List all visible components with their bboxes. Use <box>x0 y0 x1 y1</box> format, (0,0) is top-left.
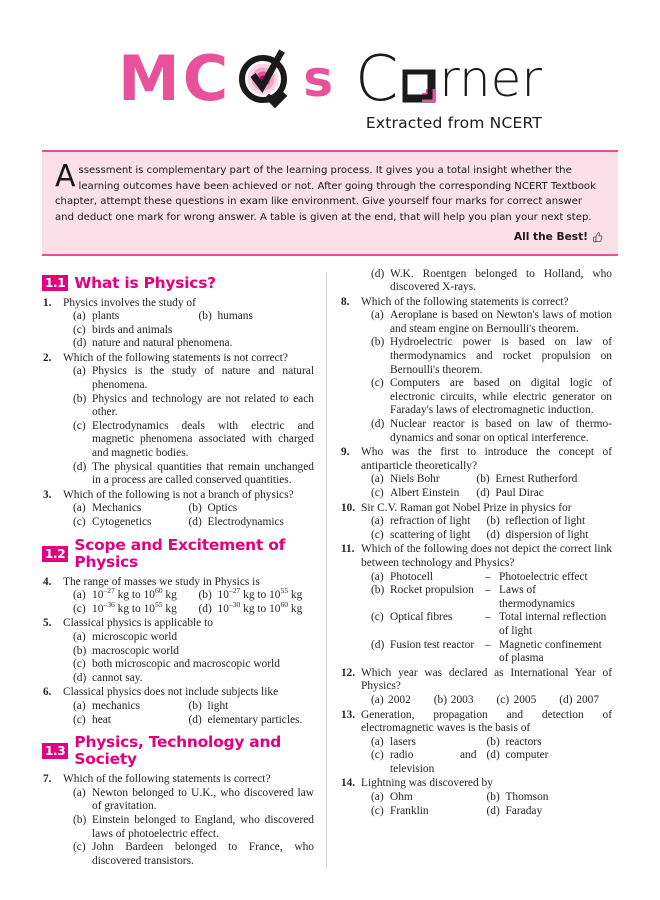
option-label: (d) <box>371 267 385 280</box>
option-d[interactable] <box>476 805 612 819</box>
option-text: W.K. Roentgen belonged to Holland, who discovered X-rays. <box>390 267 612 294</box>
option-label: (d) <box>73 671 87 684</box>
question-text: Which of the following statements is not correct? <box>63 351 288 364</box>
options-list <box>361 694 612 708</box>
option-text: Albert Einstein <box>390 487 460 499</box>
options-list <box>361 268 612 295</box>
dash-separator: – <box>485 611 491 624</box>
option-label: (b) <box>433 693 448 706</box>
option-left-text: Optical fibres <box>390 611 453 624</box>
section-heading-1-2 <box>42 537 314 571</box>
all-the-best-text: All the Best! <box>513 231 588 243</box>
option-row <box>361 791 612 805</box>
option-a[interactable] <box>361 694 424 708</box>
option-label: (d) <box>486 804 500 817</box>
question-number-spacer <box>340 268 361 295</box>
question-text: Generation, propagation and detection of electromagnetic waves is the basis of <box>361 708 612 735</box>
option-d[interactable] <box>63 461 314 488</box>
option-c[interactable] <box>361 377 612 418</box>
option-text: Computers are based on digital logic of electronic circuits, while electric generator on Faraday's laws of electromagnetic induction. <box>390 377 612 417</box>
option-row <box>361 736 612 750</box>
option-text: microscopic world <box>92 630 178 643</box>
option-row <box>361 529 612 543</box>
option-text: 2003 <box>450 693 474 706</box>
section-title: What is Physics? <box>74 273 216 292</box>
option-a[interactable] <box>63 365 314 392</box>
dash-separator: – <box>485 638 491 651</box>
option-label: (c) <box>73 323 86 336</box>
option-b[interactable] <box>178 502 314 516</box>
option-left-text: Fusion test reactor <box>390 638 475 651</box>
option-right-text: Photoelectric effect <box>499 570 588 583</box>
dash-separator: – <box>485 584 491 597</box>
option-label: (d) <box>188 516 202 528</box>
options-list <box>63 700 314 727</box>
option-d[interactable] <box>178 516 314 530</box>
question-text: Which year was declared as International Year of Physics? <box>361 666 612 693</box>
question-item <box>340 777 612 818</box>
option-row <box>63 586 314 603</box>
option-text: light <box>207 699 229 712</box>
section-title: Physics, Technology and Society <box>74 733 282 769</box>
option-text: Electrodynamics deals with electric and magnetic phenomena associated with charged and magnetic bodies. <box>92 419 314 460</box>
option-text: scattering of light <box>390 528 471 541</box>
option-label: (d) <box>73 460 87 473</box>
question-item <box>340 667 612 708</box>
option-left-text: Rocket propulsion <box>390 584 474 597</box>
option-label: (c) <box>371 804 384 817</box>
all-the-best-line <box>55 230 604 246</box>
question-text: Classical physics does not include subjects like <box>63 686 279 699</box>
option-c[interactable] <box>63 841 314 868</box>
option-b[interactable] <box>361 336 612 377</box>
option-row <box>361 487 612 501</box>
question-item <box>340 709 612 777</box>
option-label: (a) <box>73 699 86 712</box>
option-row <box>361 694 612 708</box>
question-text: Physics involves the study of <box>63 296 196 309</box>
question-number: 7. <box>43 773 52 786</box>
option-a[interactable] <box>361 571 612 585</box>
question-number: 9. <box>341 446 350 459</box>
option-row <box>63 516 314 530</box>
option-b[interactable] <box>189 586 315 603</box>
option-label: (b) <box>188 502 202 515</box>
option-label: (d) <box>476 487 490 499</box>
option-c[interactable] <box>361 805 476 819</box>
question-text: Classical physics is applicable to <box>63 617 213 630</box>
option-label: (d) <box>371 638 385 651</box>
option-d[interactable] <box>63 672 314 686</box>
option-text: Einstein belonged to England, who discovered laws of photoelectric effect. <box>92 813 314 840</box>
question-text: Which of the following does not depict the correct link between technology and Physics? <box>361 543 612 569</box>
option-c[interactable] <box>63 516 178 530</box>
option-c[interactable] <box>63 658 314 672</box>
option-label: (a) <box>371 515 384 528</box>
option-text: Physics is the study of nature and natural phenomena. <box>92 365 314 392</box>
option-text: 2005 <box>513 693 537 706</box>
option-d[interactable] <box>476 529 612 543</box>
thumbs-up-icon <box>591 231 604 244</box>
option-b[interactable] <box>476 791 612 805</box>
option-label: (b) <box>198 589 212 602</box>
option-d[interactable] <box>361 268 612 295</box>
option-c[interactable] <box>487 694 550 708</box>
option-label: (b) <box>371 584 385 597</box>
option-row <box>361 749 612 776</box>
question-item <box>42 617 314 685</box>
option-d[interactable] <box>178 714 314 728</box>
option-b[interactable] <box>178 700 314 714</box>
section-number: 1.3 <box>42 743 68 759</box>
option-row <box>361 805 612 819</box>
option-text: Nuclear reactor is based on law of thermo-dynamics and sonar on optical interference. <box>390 418 612 444</box>
option-text: $10^{-36}$ kg to $10^{55}$ kg <box>92 599 177 615</box>
options-list <box>361 791 612 818</box>
option-c[interactable] <box>63 599 189 617</box>
option-text: Faraday <box>505 804 543 817</box>
option-a[interactable] <box>361 515 476 529</box>
option-text: Niels Bohr <box>390 473 440 486</box>
option-label: (c) <box>73 713 86 726</box>
question-item <box>42 773 314 868</box>
option-b[interactable] <box>424 694 487 708</box>
option-label: (d) <box>198 602 212 615</box>
option-b[interactable] <box>361 584 612 611</box>
question-number: 8. <box>341 295 350 308</box>
option-b[interactable] <box>476 736 612 750</box>
option-label: (d) <box>73 337 87 350</box>
option-row <box>361 473 612 487</box>
option-a[interactable] <box>63 631 314 645</box>
option-d[interactable] <box>361 639 612 666</box>
option-row <box>63 599 314 617</box>
option-label: (d) <box>486 528 500 541</box>
option-label: (b) <box>188 699 202 712</box>
option-text: Thomson <box>505 791 549 804</box>
option-a[interactable] <box>361 736 476 750</box>
option-b[interactable] <box>189 310 315 324</box>
option-text: $10^{-27}$ kg to $10^{55}$ kg <box>217 586 303 602</box>
option-d[interactable] <box>361 418 612 445</box>
intro-dropcap: A <box>55 159 76 194</box>
question-text: Which of the following statements is correct? <box>63 773 271 786</box>
option-label: (d) <box>371 418 385 431</box>
option-text: lasers <box>390 735 416 748</box>
question-number: 13. <box>341 708 355 721</box>
option-label: (a) <box>73 630 86 643</box>
question-text: Lightning was discovered by <box>361 777 493 790</box>
option-d[interactable] <box>189 599 315 617</box>
option-label: (b) <box>371 336 385 349</box>
option-a[interactable] <box>63 787 314 814</box>
question-number: 12. <box>341 666 355 679</box>
option-row <box>63 700 314 714</box>
option-text: Mechanics <box>92 502 142 515</box>
question-number: 2. <box>43 351 52 364</box>
option-text: mechanics <box>92 699 141 712</box>
page-header <box>0 0 660 136</box>
option-label: (d) <box>559 693 573 706</box>
options-list <box>361 515 612 542</box>
options-list <box>361 571 612 666</box>
question-item <box>42 352 314 488</box>
question-item <box>42 297 314 351</box>
question-item <box>340 543 612 665</box>
option-text: refraction of light <box>390 515 471 528</box>
logo-text-c: C <box>354 42 400 115</box>
question-columns <box>42 268 620 870</box>
option-c[interactable] <box>361 487 466 501</box>
options-list <box>361 309 612 445</box>
option-text: Aeroplane is based on Newton's laws of motion and steam engine on Bernoulli's theorem. <box>390 309 612 335</box>
option-label: (a) <box>73 365 86 378</box>
option-label: (b) <box>73 813 87 826</box>
section-heading-1-3 <box>42 734 314 768</box>
option-label: (a) <box>73 786 86 799</box>
intro-panel <box>42 150 618 256</box>
option-c[interactable] <box>361 529 476 543</box>
dash-separator: – <box>485 570 491 583</box>
question-number: 11. <box>341 543 355 556</box>
option-label: (a) <box>73 310 86 323</box>
question-number: 14. <box>341 777 355 790</box>
option-text: Physics and technology are not related to each other. <box>92 392 314 419</box>
option-d[interactable] <box>466 487 612 501</box>
section-number: 1.1 <box>42 275 68 291</box>
question-number: 3. <box>43 488 52 501</box>
option-b[interactable] <box>63 645 314 659</box>
option-c[interactable] <box>63 324 314 338</box>
option-label: (b) <box>198 310 212 323</box>
option-text: radio and television <box>390 749 477 775</box>
option-text: $10^{-30}$ kg to $10^{60}$ kg <box>217 599 303 615</box>
option-c[interactable] <box>63 714 178 728</box>
section-title: Scope and Excitement of Physics <box>74 535 286 571</box>
options-list <box>63 310 314 351</box>
right-column <box>327 268 612 820</box>
option-label: (b) <box>73 392 87 405</box>
question-item <box>340 446 612 500</box>
option-b[interactable] <box>63 393 314 420</box>
question-number: 1. <box>43 296 52 309</box>
option-text: Ohm <box>390 791 413 804</box>
options-list <box>63 502 314 529</box>
option-label: (d) <box>188 713 202 726</box>
option-label: (c) <box>73 419 86 432</box>
options-list <box>361 736 612 777</box>
option-d[interactable] <box>549 694 612 708</box>
option-label: (c) <box>371 487 384 499</box>
option-label: (a) <box>73 502 86 515</box>
option-label: (d) <box>486 749 500 762</box>
option-text: computer <box>505 749 549 762</box>
question-number: 4. <box>43 575 52 588</box>
option-label: (c) <box>73 841 86 854</box>
option-label: (a) <box>371 791 384 804</box>
options-list <box>361 473 612 500</box>
option-label: (c) <box>496 693 510 706</box>
option-label: (b) <box>73 644 87 657</box>
option-a[interactable] <box>63 310 189 324</box>
option-label: (a) <box>371 473 384 486</box>
option-text: Optics <box>207 502 238 515</box>
option-label: (c) <box>371 528 384 541</box>
logo-text-mc: MC <box>118 42 232 115</box>
option-label: (b) <box>486 735 500 748</box>
options-list <box>63 787 314 869</box>
logo-subtitle: Extracted from NCERT <box>365 114 542 132</box>
mcqs-corner-logo <box>0 38 660 115</box>
option-text: Electrodynamics <box>207 516 284 528</box>
option-b[interactable] <box>476 515 612 529</box>
option-d[interactable] <box>476 749 612 776</box>
option-c[interactable] <box>63 420 314 461</box>
question-item <box>42 576 314 617</box>
option-row <box>63 714 314 728</box>
option-text: John Bardeen belonged to France, who discovered transistors. <box>92 841 314 867</box>
option-left-text: Photocell <box>390 570 434 583</box>
option-a[interactable] <box>361 473 466 487</box>
option-c[interactable] <box>361 611 612 638</box>
option-b[interactable] <box>466 473 612 487</box>
option-text: 2007 <box>576 693 600 706</box>
option-right-text: Total internal reflection of light <box>499 611 607 637</box>
option-label: (c) <box>73 602 86 615</box>
option-text: Ernest Rutherford <box>495 473 578 486</box>
option-label: (a) <box>371 570 384 583</box>
option-a[interactable] <box>63 502 178 516</box>
option-text: Paul Dirac <box>495 487 544 499</box>
option-right-text: Laws of thermodynamics <box>499 584 575 610</box>
question-text: Who was the first to introduce the concept of antiparticle theoretically? <box>361 446 612 472</box>
question-item <box>340 502 612 543</box>
option-text: reactors <box>505 735 542 748</box>
option-text: 2002 <box>388 693 411 706</box>
option-row <box>63 310 314 324</box>
option-right-text: Magnetic confinement of plasma <box>499 638 602 665</box>
question-number: 6. <box>43 686 52 699</box>
section-heading-1-1 <box>42 275 314 292</box>
option-text: Newton belonged to U.K., who discovered law of gravitation. <box>92 786 314 813</box>
target-check-icon <box>233 46 297 110</box>
option-text: Cytogenetics <box>92 516 152 528</box>
option-a[interactable] <box>63 586 189 603</box>
option-label: (a) <box>73 589 86 602</box>
option-text: cannot say. <box>92 671 143 684</box>
option-text: reflection of light <box>505 515 586 528</box>
question-item <box>340 296 612 446</box>
option-text: Franklin <box>390 804 429 817</box>
option-a[interactable] <box>361 791 476 805</box>
options-list <box>63 586 314 616</box>
option-text: macroscopic world <box>92 644 179 657</box>
option-label: (a) <box>371 309 384 322</box>
question-item <box>42 489 314 530</box>
option-row <box>63 502 314 516</box>
option-label: (a) <box>371 693 384 706</box>
option-label: (c) <box>371 611 384 624</box>
option-label: (c) <box>73 516 86 528</box>
option-text: The physical quantities that remain unchanged in a process are called conserved quantities. <box>92 460 314 487</box>
option-text: heat <box>92 713 111 726</box>
section-number: 1.2 <box>42 546 68 562</box>
option-text: dispersion of light <box>505 528 589 541</box>
option-row <box>361 515 612 529</box>
question-number: 5. <box>43 617 52 630</box>
option-label: (c) <box>371 377 384 390</box>
option-a[interactable] <box>63 700 178 714</box>
option-a[interactable] <box>361 309 612 336</box>
options-list <box>63 631 314 685</box>
question-item <box>42 686 314 727</box>
option-label: (b) <box>486 515 500 528</box>
option-text: Hydroelectric power is based on law of thermodynamics and rocket propulsion on Bernoulli's theorem. <box>390 336 612 376</box>
question-number: 10. <box>341 501 355 514</box>
option-label: (c) <box>371 749 384 762</box>
question-text: Which of the following is not a branch of physics? <box>63 488 294 501</box>
option-label: (b) <box>476 473 490 486</box>
logo-text-rner: rner <box>439 50 542 108</box>
question-text: Which of the following statements is correct? <box>361 295 569 308</box>
square-corner-icon <box>402 69 436 103</box>
option-c[interactable] <box>361 749 476 776</box>
option-label: (b) <box>486 791 500 804</box>
option-text: $10^{-27}$ kg to $10^{60}$ kg <box>92 586 177 602</box>
option-text: nature and natural phenomena. <box>92 337 233 350</box>
option-text: humans <box>217 310 253 323</box>
logo-text-s: s <box>303 50 333 108</box>
option-d[interactable] <box>63 337 314 351</box>
question-text: The range of masses we study in Physics is <box>63 575 260 588</box>
option-label: (c) <box>73 658 86 671</box>
question-item-continued <box>340 268 612 295</box>
left-column <box>42 268 326 870</box>
options-list <box>63 365 314 487</box>
intro-text: ssessment is complementary part of the learning process. It gives you a total insight whether the learning outcomes have been achieved or not. After going through the corresponding NCERT Textbook chapter, attempt these questions in exam like environment. Give yourself four marks for correct answer and deduct one mark for wrong answer. A table is given at the end, that will help you plan your next step. <box>55 165 596 223</box>
option-text: both microscopic and macroscopic world <box>92 658 280 671</box>
option-text: plants <box>92 310 120 323</box>
option-text: elementary particles. <box>207 713 303 726</box>
question-text: Sir C.V. Raman got Nobel Prize in physics for <box>361 501 572 514</box>
option-label: (a) <box>371 735 384 748</box>
option-b[interactable] <box>63 814 314 841</box>
option-text: birds and animals <box>92 323 173 336</box>
